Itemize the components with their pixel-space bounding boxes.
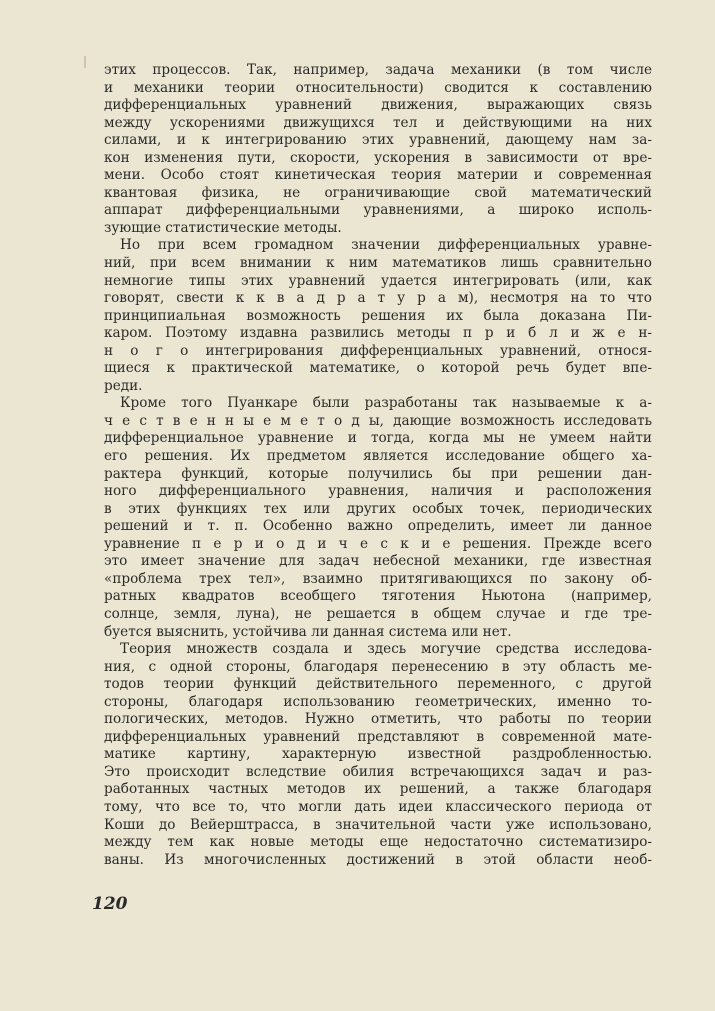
margin-mark bbox=[84, 56, 86, 68]
text-line: аппарат дифференциальными уравнениями, а широко исполь- bbox=[104, 202, 652, 219]
text-line: н о г о интегрирования дифференциальных уравнений, относя- bbox=[104, 342, 652, 359]
text-line: ния, с одной стороны, благодаря перенесению в эту область ме- bbox=[104, 658, 652, 675]
text-line: буется выяснить, устойчива ли данная система или нет. bbox=[104, 623, 512, 640]
text-line: принципиальная возможность решения их была доказана Пи- bbox=[104, 307, 652, 324]
text-line: ний, при всем внимании к ним математиков лишь сравнительно bbox=[104, 255, 652, 272]
text-line: ч е с т в е н н ы е м е т о д ы, дающие возможность исследовать bbox=[104, 412, 652, 429]
text-line: пологических, методов. Нужно отметить, что работы по теории bbox=[104, 711, 652, 728]
text-line: рактера функций, которые получились бы при решении дан- bbox=[104, 465, 652, 482]
text-line: Коши до Вейерштрасса, в значительной части уже использовано, bbox=[104, 816, 652, 833]
text-line: силами, и к интегрированию этих уравнений, дающему нам за- bbox=[104, 132, 652, 149]
text-line: стороны, благодаря использованию геометрических, именно то- bbox=[104, 693, 652, 710]
text-line: реди. bbox=[104, 377, 143, 394]
text-line: это имеет значение для задач небесной механики, где известная bbox=[104, 553, 652, 570]
text-line: кон изменения пути, скорости, ускорения в зависимости от вре- bbox=[104, 149, 652, 166]
text-line: мени. Особо стоят кинетическая теория материи и современная bbox=[104, 167, 652, 184]
text-line: дифференциальных уравнений движения, выражающих связь bbox=[104, 97, 652, 114]
text-line: уравнение п е р и о д и ч е с к и е решения. Прежде всего bbox=[104, 535, 652, 552]
text-line: этих процессов. Так, например, задача механики (в том числе bbox=[104, 62, 652, 78]
text-line: Это происходит вследствие обилия встречающихся задач и раз- bbox=[104, 763, 652, 780]
text-line: дифференциальное уравнение и тогда, когда мы не умеем найти bbox=[104, 430, 652, 447]
text-line: немногие типы этих уравнений удается интегрировать (или, как bbox=[104, 272, 652, 289]
text-line: между ускорениями движущихся тел и действующими на них bbox=[104, 114, 652, 131]
text-line: тодов теории функций действительного переменного, с другой bbox=[104, 676, 652, 693]
text-line: ваны. Из многочисленных достижений в этой области необ- bbox=[104, 851, 652, 868]
text-line: квантовая физика, не ограничивающие свой математический bbox=[104, 184, 652, 201]
page-number: 120 bbox=[92, 894, 128, 914]
text-line: между тем как новые методы еще недостаточно систематизиро- bbox=[104, 834, 652, 851]
text-line: щиеся к практической математике, о которой речь будет впе- bbox=[104, 360, 652, 377]
text-line: говорят, свести к к в а д р а т у р а м), несмотря на то что bbox=[104, 290, 652, 307]
text-line: Кроме того Пуанкаре были разработаны так называемые к а- bbox=[120, 395, 652, 412]
text-line: каром. Поэтому издавна развились методы п р и б л и ж е н- bbox=[104, 325, 652, 342]
text-line: тому, что все то, что могли дать идеи классического периода от bbox=[104, 798, 652, 815]
text-line: матике картину, характерную известной раздробленностью. bbox=[104, 746, 652, 763]
text-line: ратных квадратов всеобщего тяготения Ньютона (например, bbox=[104, 588, 652, 605]
text-line: зующие статистические методы. bbox=[104, 219, 342, 236]
text-line: в этих функциях тех или других особых точек, периодических bbox=[104, 500, 652, 517]
text-line: «проблема трех тел», взаимно притягивающихся по закону об- bbox=[104, 570, 652, 587]
text-line: его решения. Их предметом является исследование общего ха- bbox=[104, 448, 652, 465]
body-text bbox=[104, 62, 652, 869]
text-line: солнце, земля, луна), не решается в общем случае и где тре- bbox=[104, 605, 652, 622]
text-line: Теория множеств создала и здесь могучие средства исследова- bbox=[120, 641, 652, 658]
text-line: решений и т. п. Особенно важно определить, имеет ли данное bbox=[104, 518, 652, 535]
text-line: Но при всем громадном значении дифференциальных уравне- bbox=[120, 237, 652, 254]
text-line: работанных частных методов их решений, а также благодаря bbox=[104, 781, 652, 798]
text-line: и механики теории относительности) сводится к составлению bbox=[104, 79, 652, 96]
text-line: дифференциальных уравнений представляют в современной мате- bbox=[104, 728, 652, 745]
text-line: ного дифференциального уравнения, наличия и расположения bbox=[104, 483, 652, 500]
